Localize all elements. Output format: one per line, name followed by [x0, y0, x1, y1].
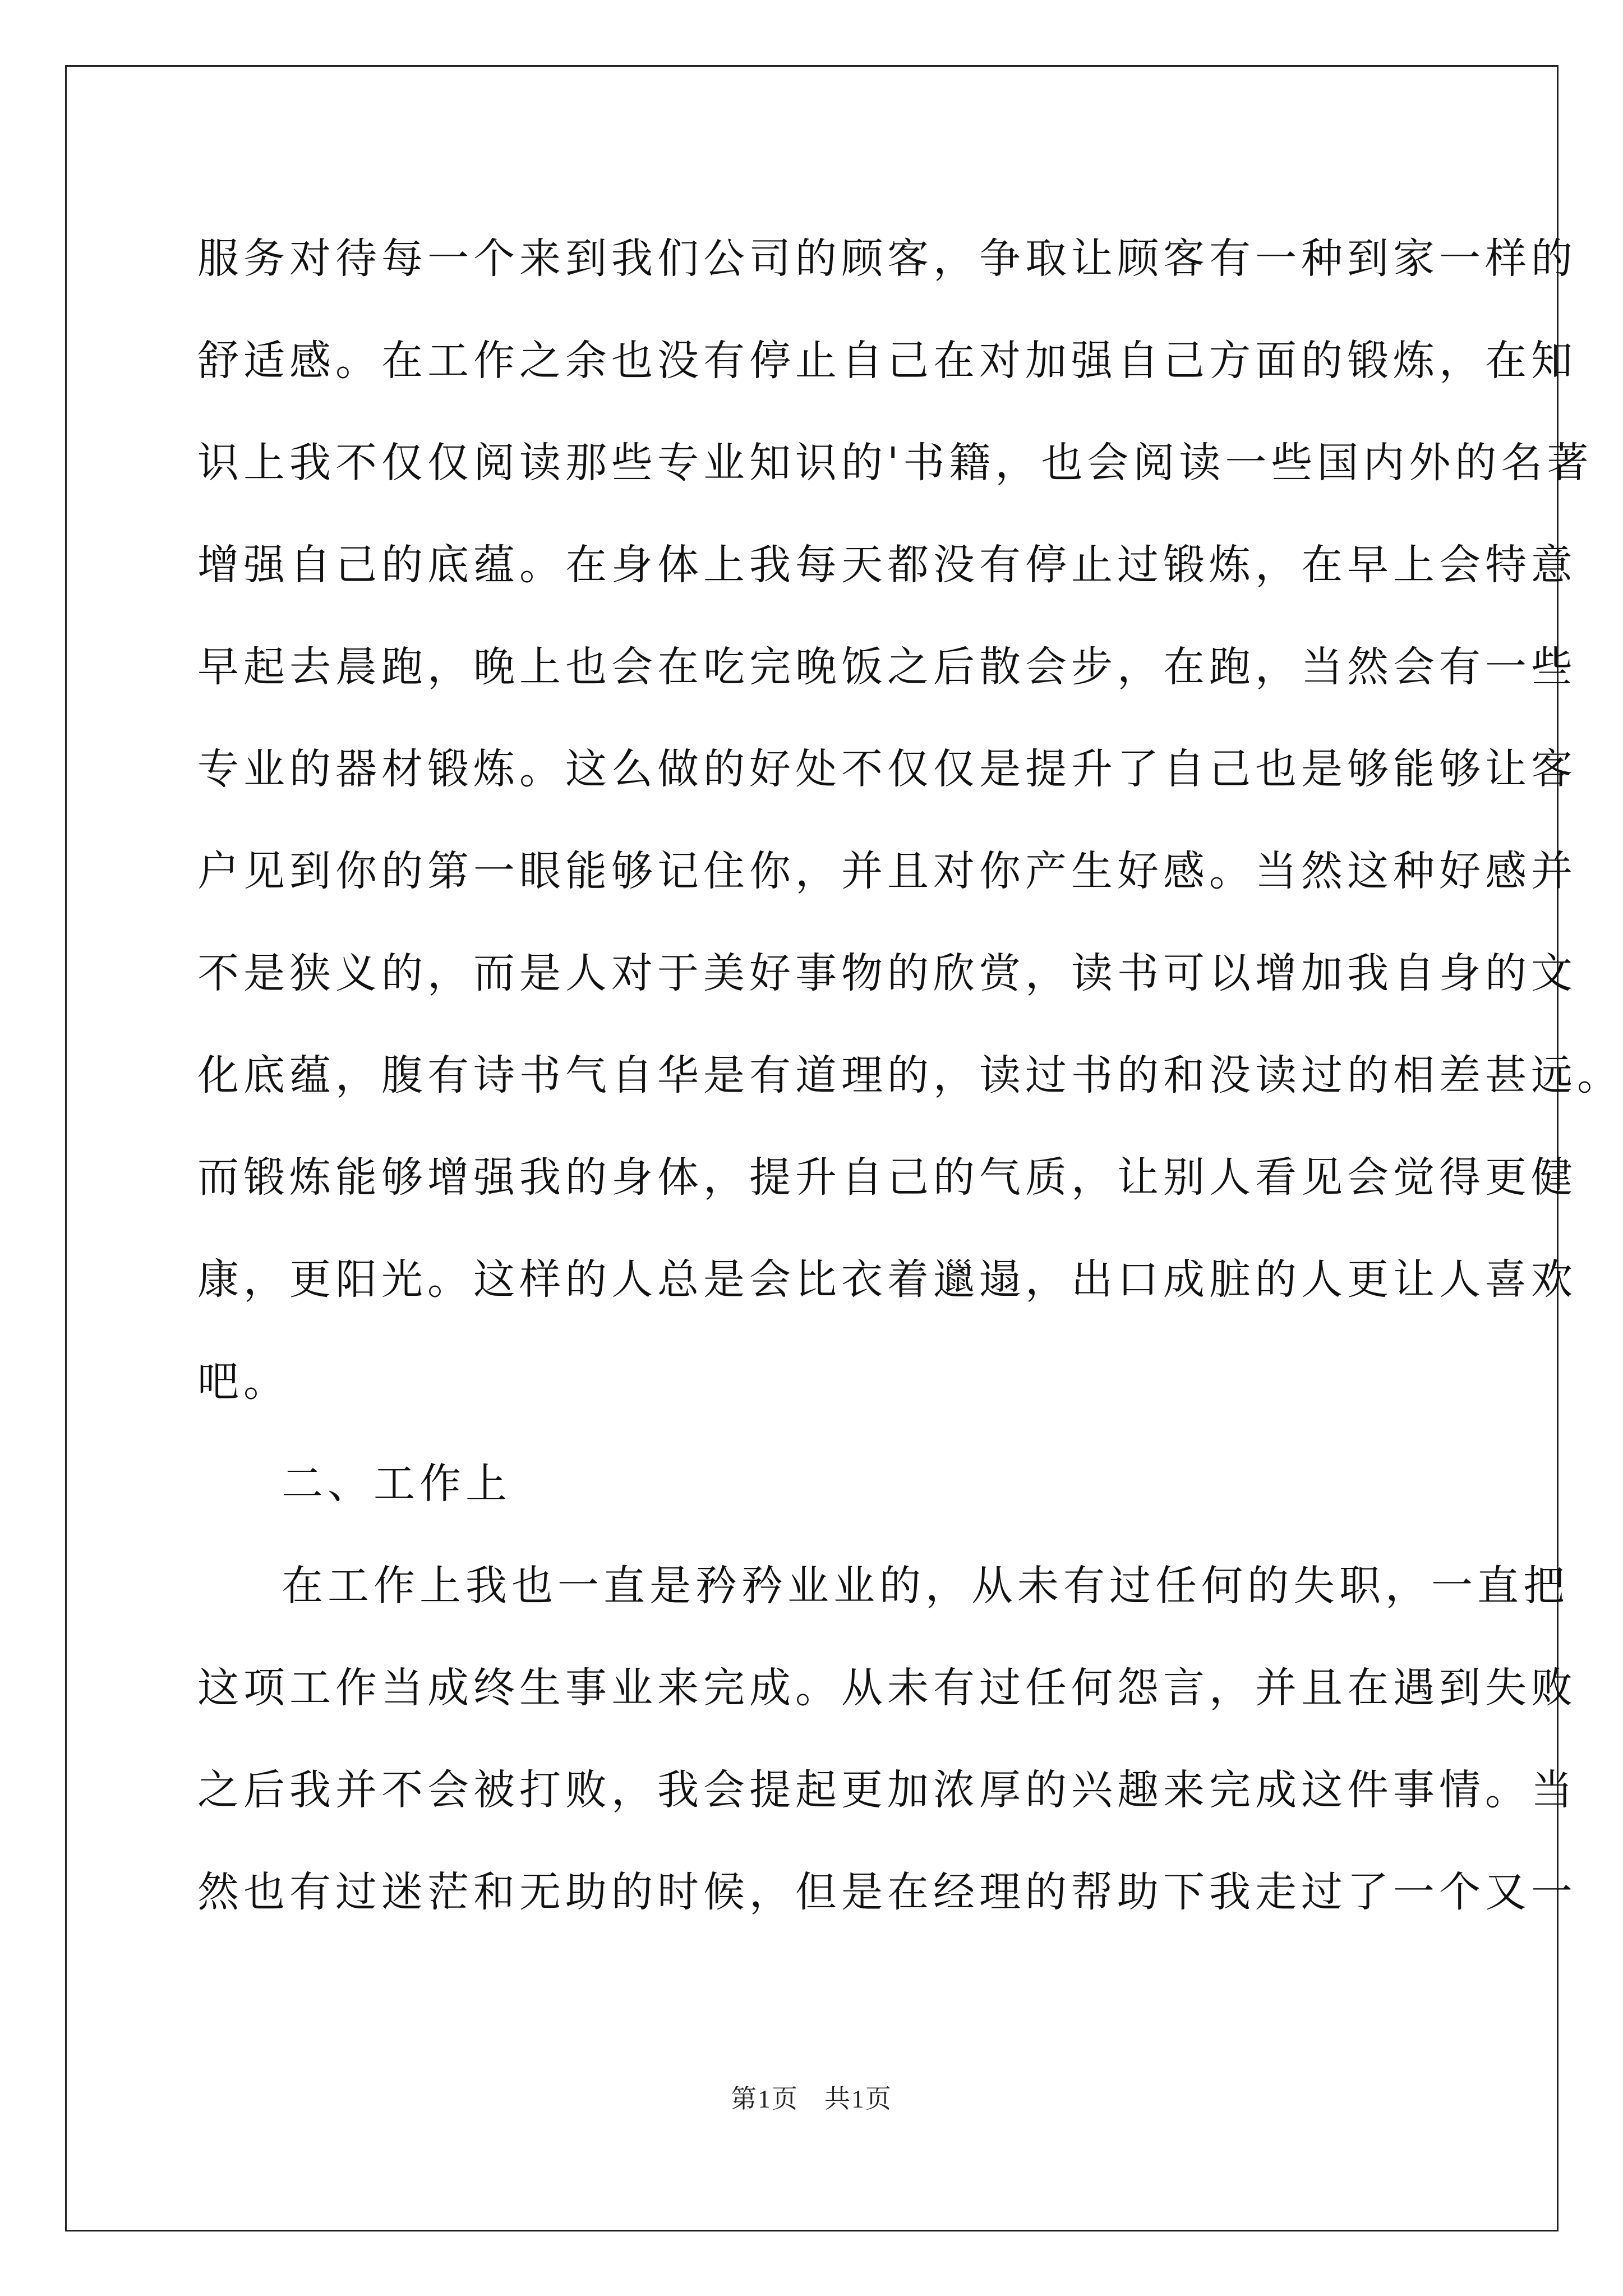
section-heading: 二、工作上	[282, 1460, 511, 1508]
text-line: 增强自己的底蕴。在身体上我每天都没有停止过锻炼，在早上会特意	[197, 541, 1577, 589]
page-footer	[0, 2078, 1623, 2115]
page-number-current: 第1页	[731, 2085, 799, 2113]
text-line: 然也有过迷茫和无助的时候，但是在经理的帮助下我走过了一个又一	[197, 1868, 1577, 1916]
text-line: 不是狭义的，而是人对于美好事物的欣赏，读书可以增加我自身的文	[197, 949, 1577, 997]
text-line: 舒适感。在工作之余也没有停止自己在对加强自己方面的锻炼，在知	[197, 337, 1577, 385]
text-line: 而锻炼能够增强我的身体，提升自己的气质，让别人看见会觉得更健	[197, 1153, 1577, 1202]
text-line: 识上我不仅仅阅读那些专业知识的'书籍，也会阅读一些国内外的名著	[197, 439, 1593, 487]
paragraph-first-line: 在工作上我也一直是矜矜业业的，从未有过任何的失职，一直把	[282, 1562, 1569, 1610]
text-line: 康，更阳光。这样的人总是会比衣着邋遢，出口成脏的人更让人喜欢	[197, 1255, 1577, 1304]
text-line: 户见到你的第一眼能够记住你，并且对你产生好感。当然这种好感并	[197, 847, 1577, 895]
page-number-total: 共1页	[824, 2085, 892, 2113]
document-body	[197, 208, 1623, 1943]
text-line: 之后我并不会被打败，我会提起更加浓厚的兴趣来完成这件事情。当	[197, 1766, 1577, 1814]
text-line: 早起去晨跑，晚上也会在吃完晚饭之后散会步，在跑，当然会有一些	[197, 643, 1577, 691]
text-line: 化底蕴，腹有诗书气自华是有道理的，读过书的和没读过的相差甚远。	[197, 1051, 1623, 1099]
text-line: 专业的器材锻炼。这么做的好处不仅仅是提升了自己也是够能够让客	[197, 745, 1577, 793]
text-line: 这项工作当成终生事业来完成。从未有过任何怨言，并且在遇到失败	[197, 1664, 1577, 1712]
text-line: 服务对待每一个来到我们公司的顾客，争取让顾客有一种到家一样的	[197, 234, 1577, 283]
text-line: 吧。	[197, 1358, 289, 1406]
